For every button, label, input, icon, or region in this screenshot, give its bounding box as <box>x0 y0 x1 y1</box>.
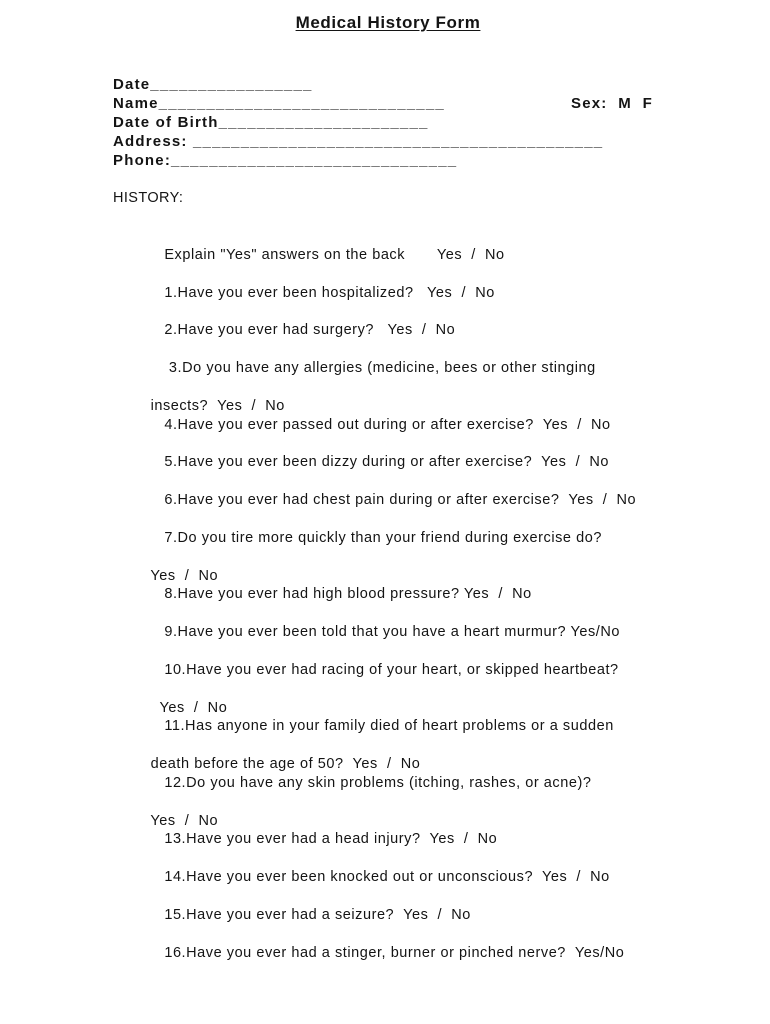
question-line: 3.Do you have any allergies (medicine, bees or other stinging <box>164 360 596 376</box>
address-field: Address: ___________________________________________ <box>113 133 604 150</box>
question-line: 1.Have you ever been hospitalized? Yes / No <box>164 285 495 301</box>
question-line: 13.Have you ever had a head injury? Yes / No <box>164 831 498 847</box>
question-line: 2.Have you ever had surgery? Yes / No <box>164 322 456 338</box>
question-line-continued: Yes / No <box>146 568 219 584</box>
date-field: Date_________________ <box>113 76 313 93</box>
question-line-continued: Yes / No <box>146 813 219 829</box>
name-field: Name______________________________ <box>113 95 445 112</box>
question-line-continued: insects? Yes / No <box>146 398 285 414</box>
question-line-continued: death before the age of 50? Yes / No <box>146 756 421 772</box>
question-line: 6.Have you ever had chest pain during or after exercise? Yes / No <box>164 492 637 508</box>
question-line: 14.Have you ever been knocked out or unconscious? Yes / No <box>164 869 610 885</box>
phone-field: Phone:______________________________ <box>113 152 458 169</box>
question-line: 10.Have you ever had racing of your heart, or skipped heartbeat? <box>164 662 619 678</box>
question-line-continued: Yes / No <box>146 700 228 716</box>
question-line: 12.Do you have any skin problems (itching, rashes, or acne)? <box>164 775 592 791</box>
question-line: 8.Have you ever had high blood pressure? Yes / No <box>164 586 532 602</box>
date-of-birth-field: Date of Birth______________________ <box>113 114 429 131</box>
history-heading: HISTORY: <box>113 190 184 206</box>
question-line: 11.Has anyone in your family died of heart problems or a sudden <box>164 718 614 734</box>
question-16 <box>146 925 686 982</box>
question-line: 9.Have you ever been told that you have a heart murmur? Yes/No <box>164 624 620 640</box>
form-title: Medical History Form <box>295 13 481 32</box>
question-line: Explain "Yes" answers on the back Yes / No <box>164 247 505 263</box>
sex-field: Sex: M F <box>571 95 654 112</box>
question-line: 16.Have you ever had a stinger, burner or pinched nerve? Yes/No <box>164 945 625 961</box>
question-line: 7.Do you tire more quickly than your friend during exercise do? <box>164 530 602 546</box>
question-line: 15.Have you ever had a seizure? Yes / No <box>164 907 471 923</box>
question-line: 5.Have you ever been dizzy during or after exercise? Yes / No <box>164 454 609 470</box>
question-line: 4.Have you ever passed out during or after exercise? Yes / No <box>164 417 611 433</box>
